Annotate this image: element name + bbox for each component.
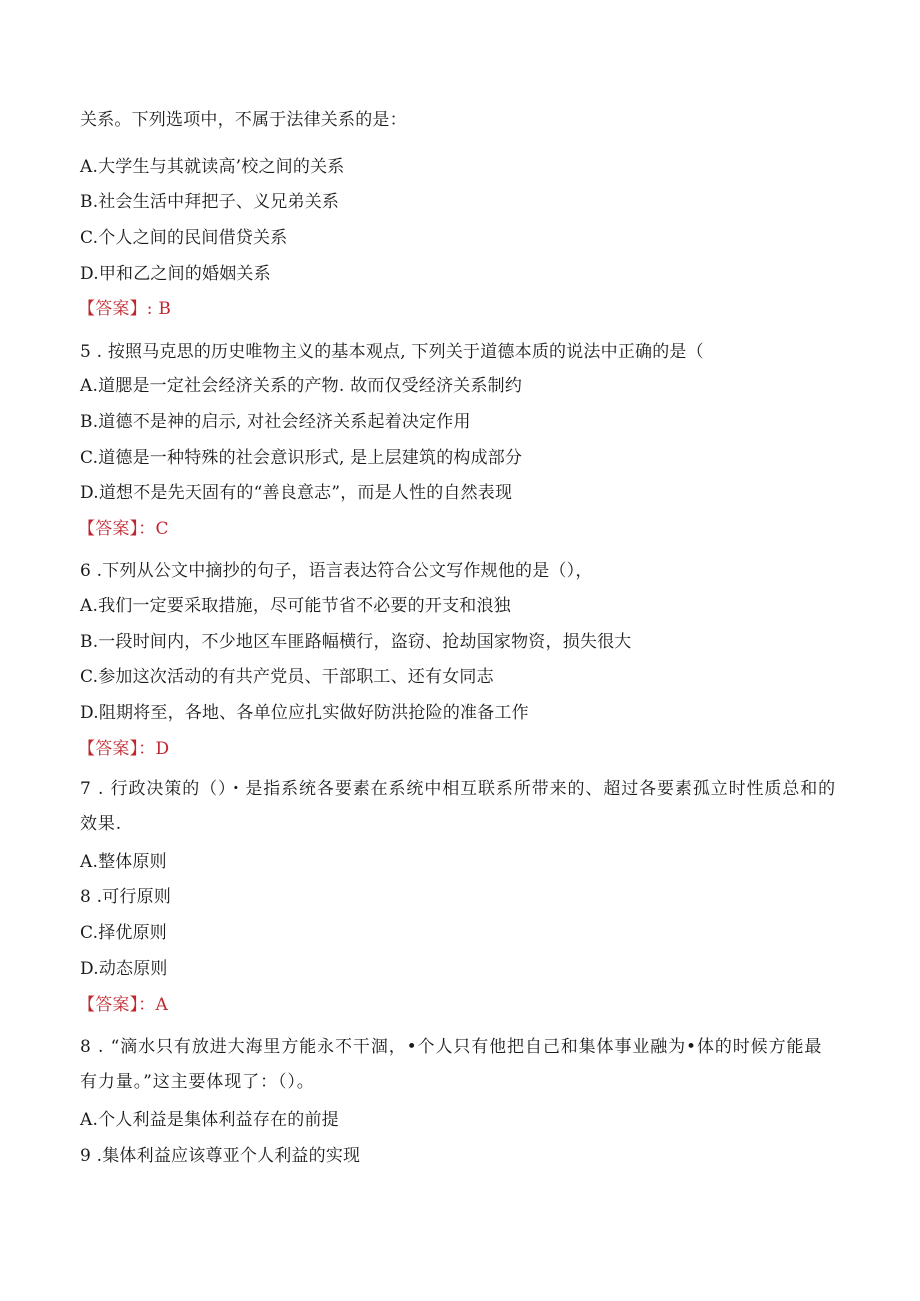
q8-option-b: 9 .集体利益应该尊亚个人利益的实现 [80,1146,361,1166]
q7-option-d: D.动态原则 [80,959,168,979]
q4-answer: 【答案】: B [78,299,172,319]
q7-question: 7 . 行政决策的（）・是指系统各要素在系统中相互联系所带来的、超过各要素孤立时性质总和的效果. [80,779,837,834]
q7-option-a: A.整体原则 [80,852,167,872]
q6-option-a: A.我们一定要采取措施，尽可能节省不必要的开支和浪独 [80,596,511,616]
q5-option-d: D.道想不是先天固有的“善良意志”，而是人性的自然表现 [80,483,513,503]
q5-option-c: C.道德是一种特殊的社会意识形式, 是上层建筑的构成部分 [80,448,523,468]
q7-option-c: C.择优原则 [80,923,168,943]
q6-answer: 【答案】：D [78,739,170,759]
q6-question: 6 .下列从公文中摘抄的句子，语言表达符合公文写作规他的是（）， [80,561,593,581]
question-intro-text: 关系。下列选项中，不属于法律关系的是： [80,110,407,130]
q5-question: 5 . 按照马克思的历史唯物主义的基本观点, 下列关于道德本质的说法中正确的是（ [80,342,704,362]
q7-answer: 【答案】：A [78,995,168,1015]
q4-option-a: A.大学生与其就读高’校之间的关系 [80,157,345,177]
q6-option-d: D.阻期将至，各地、各单位应扎实做好防洪抢险的准备工作 [80,703,529,723]
q8-question: 8 . “滴水只有放进大海里方能永不干涸，•个人只有他把自己和集体事业融为•体的时候方能最有力量。”这主要体现了：（）。 [80,1037,823,1092]
q5-option-b: B.道德不是神的启示, 对社会经济关系起着决定作用 [80,412,471,432]
q4-option-c: C.个人之间的民间借贷关系 [80,228,288,248]
q7-option-b: 8 .可行原则 [80,887,172,907]
q5-answer: 【答案】：C [78,519,169,539]
q5-option-a: A.道腮是一定社会经济关系的产物. 故而仅受经济关系制约 [80,376,523,396]
q4-option-d: D.甲和乙之间的婚姻关系 [80,264,271,284]
q6-option-b: B.一段时间内，不少地区车匪路幅横行，盗窃、抢劫国家物资，损失很大 [80,632,632,652]
q8-option-a: A.个人利益是集体利益存在的前提 [80,1110,339,1130]
q4-option-b: B.社会生活中拜把子、义兄弟关系 [80,192,340,212]
q6-option-c: C.参加这次活动的有共产党员、干部职工、还有女同志 [80,667,494,687]
